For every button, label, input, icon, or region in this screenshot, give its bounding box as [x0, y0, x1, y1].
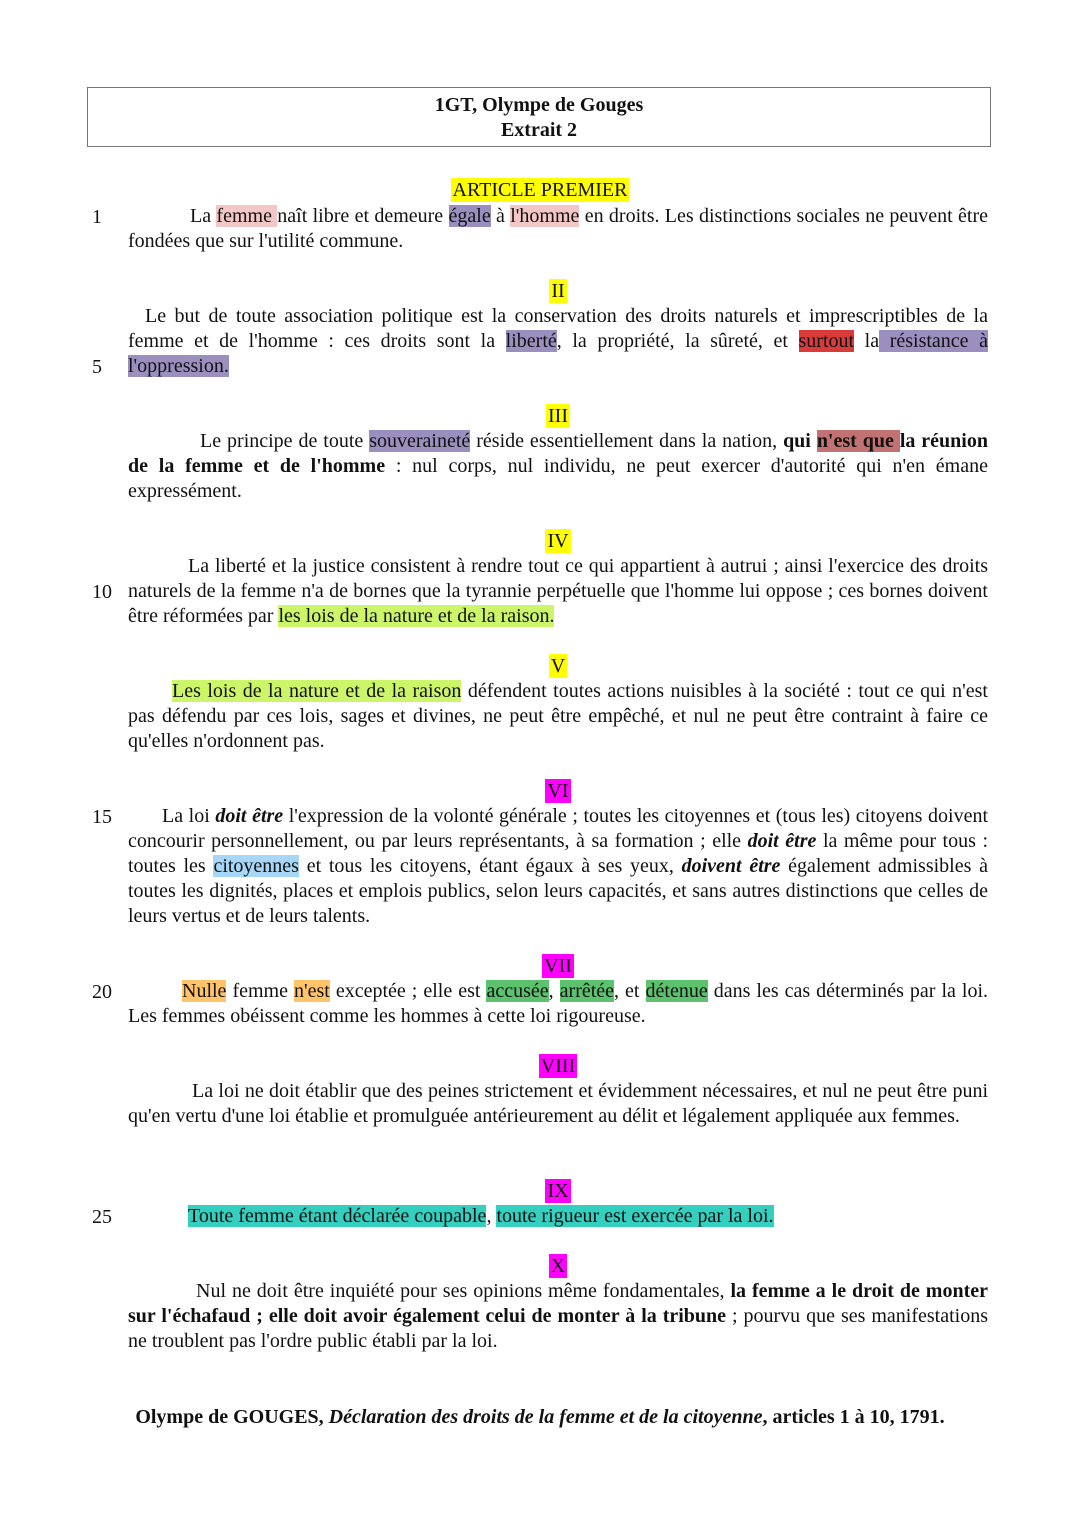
article-3-heading: III — [548, 405, 568, 427]
article-6-text: La loi doit être l'expression de la volonté générale ; toutes les citoyennes et (tous les) citoyens doivent concourir personnellement, ou par leurs représentants, à sa formation ; elle doit être la même pour tous : toutes les citoyennes et tous les citoyens, étant égaux à ses yeux, doivent être également admissibles à toutes les dignités, places et emplois publics, selon leurs capacités, et sans autres distinctions que celles de leurs vertus et de leurs talents. — [128, 805, 989, 927]
article-8-text: La loi ne doit établir que des peines strictement et évidemment nécessaires, et nul ne peut être puni qu'en vertu d'une loi établie et promulguée antérieurement au délit et légalement appliquée aux femmes. — [128, 1080, 988, 1127]
line-number-15: 15 — [92, 806, 112, 828]
article-4-text: La liberté et la justice consistent à rendre tout ce qui appartient à autrui ; ainsi l'exercice des droits naturels de la femme n'a de bornes que la tyrannie perpétuelle que l'homme lui oppose ; ces bornes doivent être réformées par les lois de la nature et de la raison. — [128, 555, 988, 627]
line-number-1: 1 — [92, 206, 102, 228]
article-8-heading: VIII — [540, 1055, 576, 1077]
article-5-heading: V — [550, 655, 566, 677]
article-4-heading: IV — [547, 530, 569, 552]
article-3-text: Le principe de toute souveraineté réside essentiellement dans la nation, qui n'est que la réunion de la femme et de l'homme : nul corps, nul individu, ne peut exercer d'autorité qui n'en émane expressément. — [128, 430, 988, 502]
article-1-heading: ARTICLE PREMIER — [452, 179, 628, 201]
article-10-heading: X — [550, 1255, 566, 1277]
article-5-text: Les lois de la nature et de la raison défendent toutes actions nuisibles à la société : tout ce qui n'est pas défendu par ces lois, sages et divines, ne peut être empêché, et nul ne peut être contraint à faire ce qu'elles n'ordonnent pas. — [128, 680, 988, 752]
line-number-20: 20 — [92, 981, 112, 1003]
article-1-text: La femme naît libre et demeure égale à l'homme en droits. Les distinctions sociales ne peuvent être fondées que sur l'utilité commune. — [128, 205, 988, 252]
source-citation: Olympe de GOUGES, Déclaration des droits de la femme et de la citoyenne, articles 1 à 10, 1791. — [135, 1406, 945, 1428]
article-10-text: Nul ne doit être inquiété pour ses opinions même fondamentales, la femme a le droit de monter sur l'échafaud ; elle doit avoir également celui de monter à la tribune ; pourvu que ses manifestations ne troublent pas l'ordre public établi par la loi. — [128, 1280, 988, 1352]
title-line-2: Extrait 2 — [500, 119, 578, 141]
article-2-heading: II — [551, 280, 565, 302]
title-box — [87, 87, 991, 147]
line-number-5: 5 — [92, 356, 102, 378]
article-6-heading: VI — [547, 780, 569, 802]
title-line-1: 1GT, Olympe de Gouges — [434, 94, 644, 116]
article-2-text: Le but de toute association politique est la conservation des droits naturels et imprescriptibles de la femme et de l'homme : ces droits sont la liberté, la propriété, la sûreté, et surtout la résistance à l'oppression. — [128, 305, 989, 377]
work-title: Déclaration des droits de la femme et de la citoyenne — [328, 1406, 763, 1428]
article-7-heading: VII — [544, 955, 572, 977]
line-number-10: 10 — [92, 581, 112, 603]
article-9-heading: IX — [547, 1180, 569, 1202]
line-number-25: 25 — [92, 1206, 112, 1228]
article-9-text: Toute femme étant déclarée coupable, toute rigueur est exercée par la loi. — [188, 1205, 774, 1227]
article-7-text: Nulle femme n'est exceptée ; elle est accusée, arrêtée, et détenue dans les cas déterminés par la loi. Les femmes obéissent comme les hommes à cette loi rigoureuse. — [128, 980, 989, 1027]
